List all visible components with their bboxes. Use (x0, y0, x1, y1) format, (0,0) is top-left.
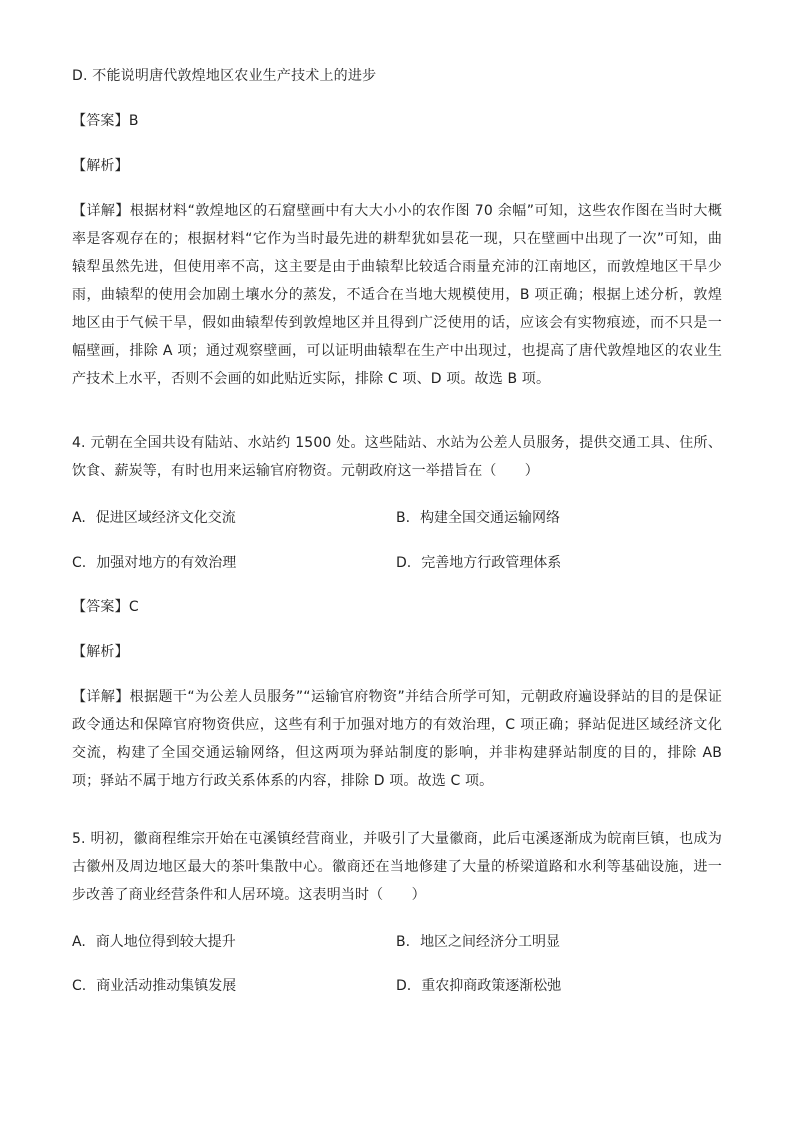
answer-tag: 【答案】 (72, 113, 129, 129)
option-text: 商业活动推动集镇发展 (96, 978, 237, 994)
q5-option-d (396, 976, 561, 996)
option-text: 商人地位得到较大提升 (95, 934, 236, 950)
detail-text: 根据题干“为公差人员服务”“运输官府物资”并结合所学可知，元朝政府遍设驿站的目的是保证政令通达和保障官府物资供应，这些有利于加强对地方的有效治理，C 项正确；驿站促进区域经济文化交流，构建了全国交通运输网络，但这两项为驿站制度的影响，并非构建驿站制度的目的，排除 AB 项；驿站不属于地方行政关系体系的内容，排除 D 项。故选 C 项。 (72, 689, 722, 789)
q4-option-d (396, 553, 561, 573)
option-text: 完善地方行政管理体系 (421, 555, 562, 571)
prev-answer (72, 111, 139, 131)
option-letter: D. (396, 978, 412, 994)
answer-tag: 【答案】 (72, 599, 129, 615)
option-letter: B. (396, 934, 411, 950)
option-text: 构建全国交通运输网络 (420, 510, 561, 526)
q5-option-a (72, 932, 236, 952)
option-letter: A. (72, 510, 86, 526)
q5-stem: 5. 明初，徽商程维宗开始在屯溪镇经营商业，并吸引了大量徽商，此后屯溪逐渐成为皖南巨镇，也成为古徽州及周边地区最大的茶叶集散中心。徽商还在当地修建了大量的桥梁道路和水利等基础设施，进一步改善了商业经营条件和人居环境。这表明当时（ ） (72, 831, 722, 903)
detail-text: 根据材料“敦煌地区的石窟壁画中有大大小小的农作图 70 余幅”可知，这些农作图在当时大概率是客观存在的；根据材料“它作为当时最先进的耕犁犹如昙花一现，只在壁画中出现了一次”可知，曲辕犁虽然先进，但使用率不高，这主要是由于曲辕犁比较适合雨量充沛的江南地区，而敦煌地区干旱少雨，曲辕犁的使用会加剧土壤水分的蒸发，不适合在当地大规模使用，B 项正确；根据上述分析，敦煌地区由于气候干旱，假如曲辕犁传到敦煌地区并且得到广泛使用的话，应该会有实物痕迹，而不只是一幅壁画，排除 A 项；通过观察壁画，可以证明曲辕犁在生产中出现过，也提高了唐代敦煌地区的农业生产技术上水平，否则不会画的如此贴近实际，排除 C 项、D 项。故选 B 项。 (72, 203, 722, 387)
q4-option-c (72, 553, 236, 573)
prev-analysis-tag: 【解析】 (72, 158, 129, 174)
prev-detail-paragraph (72, 197, 722, 393)
option-letter: B. (396, 510, 411, 526)
q4-stem: 4. 元朝在全国共设有陆站、水站约 1500 处。这些陆站、水站为公差人员服务，提供交通工具、住所、饮食、薪炭等，有时也用来运输官府物资。元朝政府这一举措旨在（ ） (72, 435, 722, 479)
answer-value: B (128, 113, 139, 129)
option-text: 地区之间经济分工明显 (420, 934, 561, 950)
q4-detail-paragraph (72, 683, 722, 795)
option-letter: C. (72, 555, 87, 571)
detail-tag: 【详解】 (72, 689, 130, 705)
option-text: 促进区域经济文化交流 (95, 510, 236, 526)
option-letter: C. (72, 978, 87, 994)
detail-tag: 【详解】 (72, 203, 130, 219)
q5-option-b (396, 932, 560, 952)
q4-option-a (72, 508, 236, 528)
answer-value: C (128, 599, 139, 615)
prev-option-d: D. 不能说明唐代敦煌地区农业生产技术上的进步 (72, 68, 377, 84)
option-letter: D. (396, 555, 412, 571)
q4-option-b (396, 508, 560, 528)
q5-option-c (72, 976, 236, 996)
option-text: 重农抑商政策逐渐松弛 (421, 978, 562, 994)
q4-answer (72, 597, 139, 617)
q4-analysis-tag: 【解析】 (72, 644, 129, 660)
option-letter: A. (72, 934, 86, 950)
option-text: 加强对地方的有效治理 (96, 555, 237, 571)
